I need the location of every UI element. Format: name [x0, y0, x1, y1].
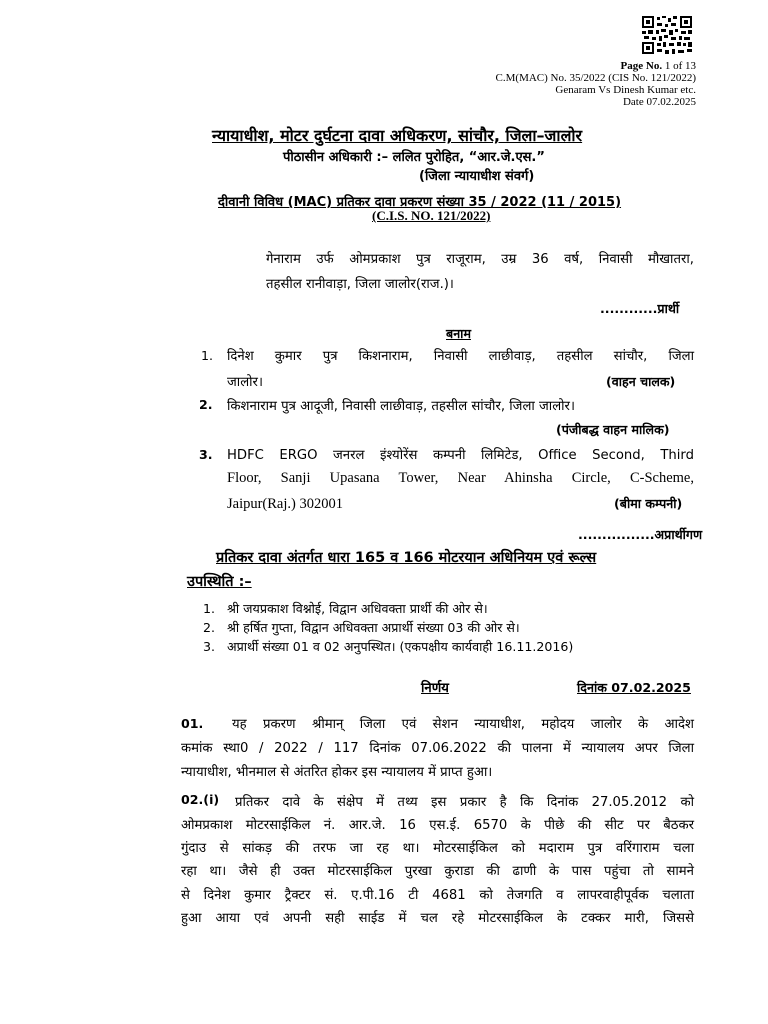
page-count: 1 of 13	[664, 60, 696, 72]
respondent-3-line-1: HDFC ERGO जनरल इंश्योरेंस कम्पनी लिमिटेड, Office Second, Third	[227, 448, 694, 463]
presence-3-text: अप्रार्थी संख्या 01 व 02 अनुपस्थित। (एकपक्षीय कार्यवाही 16.11.2016)	[227, 639, 574, 654]
claim-section: प्रतिकर दावा अंतर्गत धारा 165 व 166 मोटरयान अधिनियम एवं रूल्स	[216, 550, 597, 566]
para-1-number: 01.	[181, 716, 204, 731]
date-header: Date 07.02.2025	[622, 96, 696, 108]
para-2-line-3: गुंदाउ से सांकड़ की तरफ जा रह था। मोटरसाईकिल को मदाराम पुत्र वरिंगाराम चला	[181, 841, 694, 856]
para-2-line-2: ओमप्रकाश मोटरसाईकिल नं. आर.जे. 16 एस.ई. 6570 के पीछे की सीट पर बैठकर	[181, 818, 694, 833]
respondents-role: ................अप्रार्थीगण	[578, 527, 703, 542]
respondent-2-number: 2.	[199, 397, 213, 412]
respondent-2-role: (पंजीबद्ध वाहन मालिक)	[556, 422, 670, 437]
case-number-header: C.M(MAC) No. 35/2022 (CIS No. 121/2022)	[495, 72, 696, 84]
respondent-1-line-1: दिनेश कुमार पुत्र किशनाराम, निवासी लाछीवाड़, तहसील सांचौर, जिला	[227, 349, 694, 364]
claimant-line-1: गेनाराम उर्फ ओमप्रकाश पुत्र राजूराम, उम्र 36 वर्ष, निवासी मौखातरा,	[266, 252, 694, 267]
respondent-1-role: (वाहन चालक)	[606, 374, 676, 389]
para-2-line-5: से दिनेश कुमार ट्रैक्टर सं. ए.पी.16 टी 4681 को तेजगति व लापरवाहीपूर्वक चलाता	[181, 888, 694, 903]
presence-1-text: श्री जयप्रकाश विश्नोई, विद्वान अधिवक्ता प्रार्थी की ओर से।	[227, 601, 488, 616]
para-2-line-4: रहा था। जैसे ही उक्त मोटरसाईकिल पुरखा कुराडा की ढाणी के पास पहुंचा तो सामने	[181, 864, 694, 879]
para-1-line-2: कमांक स्था0 / 2022 / 117 दिनांक 07.06.2022 की पालना में न्यायालय अपर जिला	[181, 741, 694, 756]
respondent-3-number: 3.	[199, 447, 213, 462]
respondent-1-line-2: जालोर।	[227, 375, 263, 390]
presence-3-number: 3.	[203, 639, 216, 654]
para-2-line-6: हुआ आया एवं अपनी सही साईड में चल रहे मोटरसाईकिल के टक्कर मारी, जिससे	[181, 911, 694, 926]
presiding-officer: पीठासीन अधिकारी :– ललित पुरोहित, “आर.जे.एस.”	[283, 150, 545, 165]
respondent-2-line-1: किशनाराम पुत्र आदूजी, निवासी लाछीवाड़, तहसील सांचौर, जिला जालोर।	[227, 399, 575, 414]
page-number	[621, 61, 696, 72]
para-2-number: 02.(i)	[181, 792, 220, 807]
presence-heading: उपस्थिति :–	[187, 574, 252, 590]
respondent-3-line-3: Jaipur(Raj.) 302001	[227, 496, 343, 512]
qr-code-icon	[642, 16, 692, 54]
cis-number: (C.I.S. NO. 121/2022)	[372, 208, 491, 223]
respondent-3-role: (बीमा कम्पनी)	[614, 496, 683, 511]
court-title: न्यायाधीश, मोटर दुर्घटना दावा अधिकरण, सांचौर, जिला–जालोर	[212, 126, 583, 145]
judgment-label: निर्णय	[421, 681, 449, 696]
para-1-line-1: यह प्रकरण श्रीमान् जिला एवं सेशन न्यायाधीश, महोदय जालोर के आदेश	[232, 717, 694, 732]
page-label: Page No.	[620, 60, 663, 72]
respondent-1-number: 1.	[201, 348, 214, 363]
parties-header: Genaram Vs Dinesh Kumar etc.	[555, 84, 696, 96]
judgment-date: दिनांक 07.02.2025	[577, 680, 691, 695]
presence-2-number: 2.	[203, 620, 216, 635]
claimant-role: ............प्रार्थी	[600, 301, 680, 316]
para-2-line-1: प्रतिकर दावे के संक्षेप में तथ्य इस प्रकार है कि दिनांक 27.05.2012 को	[235, 795, 694, 810]
presence-1-number: 1.	[203, 601, 216, 616]
claimant-line-2: तहसील रानीवाड़ा, जिला जालोर(राज.)।	[266, 277, 454, 292]
cadre: (जिला न्यायाधीश संवर्ग)	[419, 169, 535, 184]
versus-label: बनाम	[446, 326, 471, 341]
respondent-3-line-2: Floor, Sanji Upasana Tower, Near Ahinsha Circle, C-Scheme,	[227, 470, 694, 486]
presence-2-text: श्री हर्षित गुप्ता, विद्वान अधिवक्ता अप्रार्थी संख्या 03 की ओर से।	[227, 620, 520, 635]
para-1-line-3: न्यायाधीश, भीनमाल से अंतरित होकर इस न्यायालय में प्राप्त हुआ।	[181, 765, 493, 780]
case-heading: दीवानी विविध (MAC) प्रतिकर दावा प्रकरण संख्या 35 / 2022 (11 / 2015)	[218, 195, 622, 210]
